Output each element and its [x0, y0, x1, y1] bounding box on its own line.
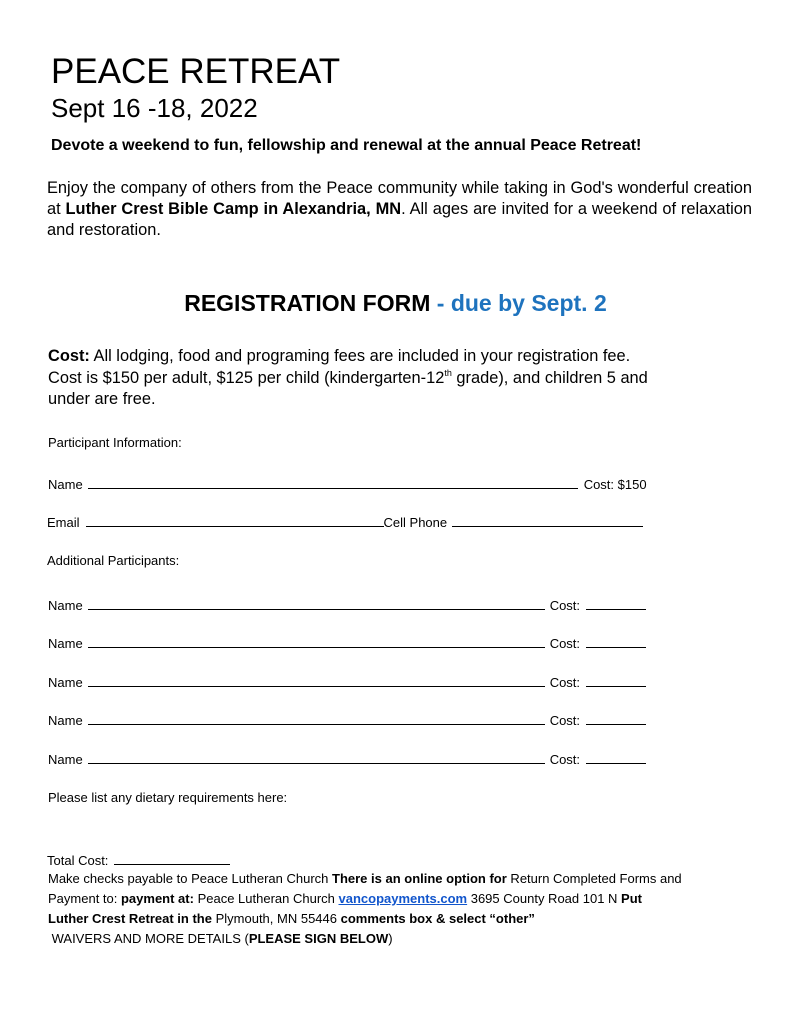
cost-line-2: [48, 368, 648, 388]
intro-text-2: . All ages are invited for a weekend of relaxation and restoration.: [47, 200, 752, 239]
additional-name-field[interactable]: [88, 711, 545, 725]
total-cost-label: Total Cost:: [47, 853, 109, 868]
footer-bold: payment at:: [120, 891, 194, 906]
additional-name-row: [48, 673, 646, 691]
cost-line-3: under are free.: [48, 390, 156, 408]
event-dates: Sept 16 -18, 2022: [51, 93, 258, 123]
primary-name-row: [48, 475, 658, 493]
footer-text: Return Completed Forms and: [506, 871, 682, 886]
additional-name-field[interactable]: [88, 673, 545, 687]
footer-line-2: [48, 890, 642, 907]
footer-text: Plymouth, MN 55446: [211, 911, 341, 926]
vancopayments-link[interactable]: vancopayments.com: [338, 891, 468, 906]
intro-paragraph: [47, 178, 752, 241]
cost-line-1: [48, 346, 630, 366]
email-label: Email: [47, 515, 80, 530]
name-label: Name: [48, 675, 83, 690]
participant-info-label: Participant Information:: [48, 435, 182, 450]
additional-name-field[interactable]: [88, 634, 545, 648]
intro-text-1: Enjoy the company of others from the Peace community while taking in God's wonderful creation at: [47, 179, 752, 218]
additional-cost-field[interactable]: [586, 596, 646, 610]
footer-text: ): [388, 931, 393, 946]
cost-superscript: th: [444, 368, 452, 378]
cost-label: Cost:: [549, 598, 581, 613]
footer-text: 3695 County Road 101 N: [467, 891, 622, 906]
footer-text: Payment to:: [48, 891, 121, 906]
name-label: Name: [48, 713, 83, 728]
cost-text-2a: Cost is $150 per adult, $125 per child (kindergarten-12: [48, 369, 445, 387]
footer-bold: comments box & select “other”: [340, 911, 535, 926]
additional-name-row: [48, 711, 646, 729]
name-label: Name: [48, 752, 83, 767]
cell-phone-label: Cell Phone: [383, 515, 448, 530]
cost-text-1: All lodging, food and programing fees are included in your registration fee.: [89, 347, 631, 365]
name-label: Name: [48, 598, 83, 613]
cost-label: Cost:: [549, 713, 581, 728]
footer-bold: Luther Crest Retreat in the: [48, 911, 212, 926]
footer-line-4: [48, 930, 393, 947]
name-label: Name: [48, 477, 83, 492]
additional-cost-field[interactable]: [586, 711, 646, 725]
additional-name-field[interactable]: [88, 750, 545, 764]
registration-due: - due by Sept. 2: [430, 290, 607, 316]
total-cost-field[interactable]: [114, 851, 230, 865]
additional-name-field[interactable]: [88, 596, 545, 610]
tagline: Devote a weekend to fun, fellowship and renewal at the annual Peace Retreat!: [51, 137, 642, 154]
dietary-label: Please list any dietary requirements here:: [48, 790, 288, 805]
registration-title: REGISTRATION FORM: [184, 290, 431, 316]
footer-text: Peace Lutheran Church: [193, 891, 339, 906]
additional-cost-field[interactable]: [586, 750, 646, 764]
additional-name-row: [48, 596, 646, 614]
footer-bold: Put: [621, 891, 642, 906]
additional-name-row: [48, 634, 646, 652]
registration-heading: [0, 287, 791, 319]
intro-location: Luther Crest Bible Camp in Alexandria, MN: [65, 200, 402, 218]
footer-bold: There is an online option for: [332, 871, 507, 886]
cost-text-2b: grade), and children 5 and: [451, 369, 648, 387]
additional-cost-field[interactable]: [586, 634, 646, 648]
footer-line-1: [48, 870, 682, 887]
footer-bold: PLEASE SIGN BELOW: [248, 931, 389, 946]
footer-text: Make checks payable to Peace Lutheran Church: [48, 871, 333, 886]
additional-name-row: [48, 750, 646, 768]
primary-name-field[interactable]: [88, 475, 578, 489]
cost-label: Cost:: [48, 347, 90, 365]
email-field[interactable]: [86, 513, 384, 527]
cost-label: Cost:: [549, 675, 581, 690]
cost-label: Cost:: [549, 752, 581, 767]
additional-participants-label: Additional Participants:: [47, 553, 180, 568]
total-cost-row: [47, 851, 230, 869]
primary-cost: Cost: $150: [583, 477, 647, 492]
page-title: PEACE RETREAT: [51, 52, 341, 91]
name-label: Name: [48, 636, 83, 651]
cell-phone-field[interactable]: [452, 513, 643, 527]
footer-line-3: [48, 910, 535, 927]
footer-text: WAIVERS AND MORE DETAILS (: [48, 931, 249, 946]
additional-cost-field[interactable]: [586, 673, 646, 687]
cost-label: Cost:: [549, 636, 581, 651]
contact-row: [47, 513, 657, 531]
